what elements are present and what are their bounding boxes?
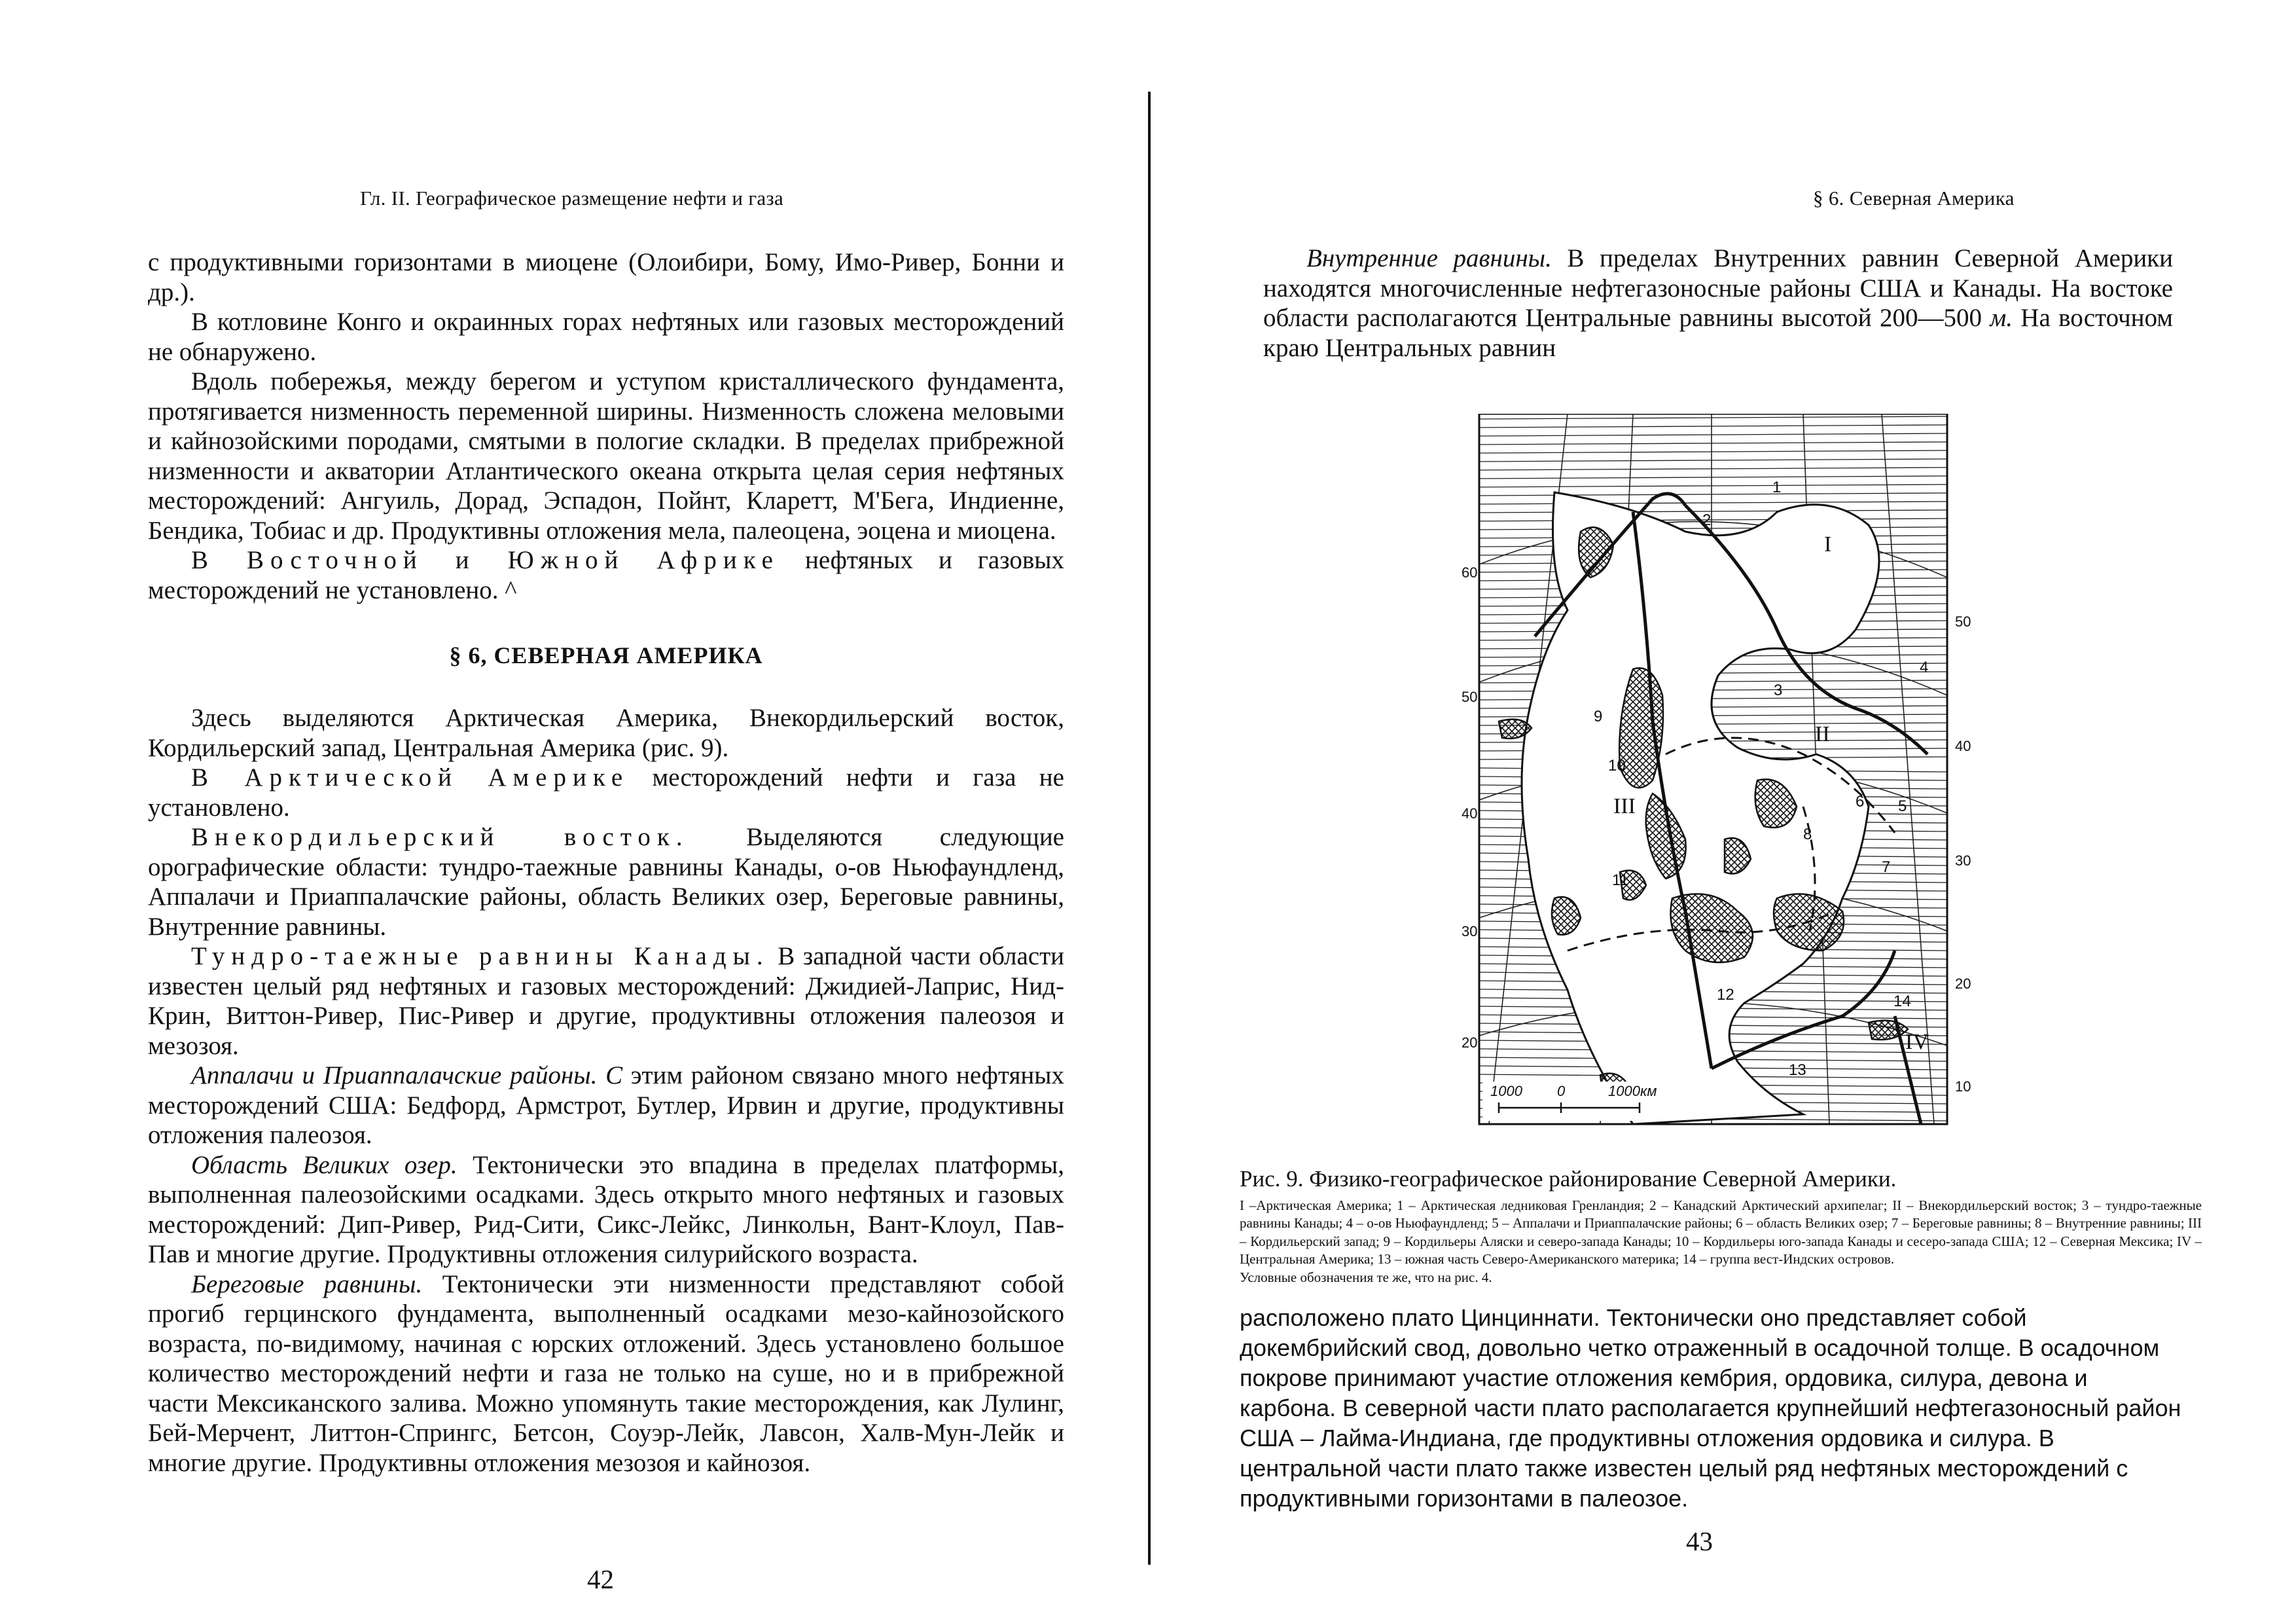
right-page — [1151, 0, 2296, 1623]
lat-label-right-50: 50 — [1955, 613, 1971, 630]
region-roman-III: III — [1613, 794, 1636, 818]
north-america-map-illustration — [1437, 414, 2013, 1127]
spaced-heading-tundra: Тундро-таежные равнины Канады. — [191, 942, 770, 970]
figure-map — [1437, 414, 2013, 1127]
page-number-left: 42 — [587, 1564, 614, 1594]
caption-legend: I –Арктическая Америка; 1 – Арктическая ледниковая Гренландия; 2 – Канадский Арктический архипелаг; II – Внекордильерский восток; 3 – тундро-таежные равнины Канады; 4 – о-ов Ньюфаундленд; 5 – Аппалачи и Приаппалачские районы; 6 – область Великих озер; 7 – Береговые равнины; 8 – Внутренние равнины; III – Кордильерский запад; 9 – Кордильеры Аляски и северо-запада Канады; 10 – Кордильеры юго-запада Канады и сесеро-запада США; 12 – Северная Мексика; IV – Центральная Америка; 13 – южная часть Северо-Американского материка; 14 – группа вест-Индских островов. — [1240, 1197, 2202, 1267]
region-number-6: 6 — [1856, 793, 1865, 811]
paragraph-east-africa — [148, 545, 1064, 605]
region-number-7: 7 — [1882, 858, 1891, 876]
italic-heading-coastal-plains: Береговые равнины. — [191, 1269, 423, 1298]
paragraph-coastal-plains — [148, 1269, 1064, 1478]
paragraph-extra-cordillera-text: Выделяются следующие орографические области: тундро-таежные равнины Канады, о-ов Ньюфаундленд, Аппалачи и Приаппалачские районы, область Великих озер, Береговые равнины, Внутренние равнины. — [148, 823, 1064, 941]
scale-label-left: 1000 — [1490, 1083, 1522, 1099]
right-text-bottom — [1240, 1303, 2182, 1514]
spaced-heading-extra-cordillera: Внекордильерский восток. — [191, 823, 689, 851]
region-roman-II: II — [1815, 722, 1830, 746]
region-number-2: 2 — [1702, 511, 1712, 529]
lat-label-left-30: 30 — [1462, 923, 1478, 939]
lat-label-left-60: 60 — [1462, 564, 1478, 581]
paragraph-east-africa-text: нефтяных и газовых месторождений не установлено. ^ — [148, 546, 1064, 604]
italic-heading-appalachia: Аппалачи и Приаппалачские районы. С — [191, 1061, 623, 1089]
region-number-12: 12 — [1717, 986, 1734, 1004]
paragraph-miocene: с продуктивными горизонтами в миоцене (Олоибири, Бому, Имо-Ривер, Бонни и др.). — [148, 248, 1064, 306]
italic-heading-great-lakes: Область Великих озер. — [191, 1150, 457, 1179]
scale-label-right: 1000км — [1608, 1083, 1657, 1099]
paragraph-intro: Здесь выделяются Арктическая Америка, Внекордильерский восток, Кордильерский запад, Центральная Америка (рис. 9). — [148, 704, 1064, 762]
page-number-right: 43 — [1686, 1526, 1713, 1556]
unit-meters: м. — [1990, 304, 2013, 332]
caption-note: Условные обозначения те же, что на рис. 4. — [1240, 1269, 1492, 1285]
region-number-10: 10 — [1608, 757, 1626, 775]
paragraph-tundra — [148, 941, 1064, 1061]
lat-label-right-10: 10 — [1955, 1078, 1971, 1095]
region-number-8: 8 — [1803, 826, 1812, 843]
paragraph-interior-plains-text-b: На восточном краю Центральных равнин — [1263, 304, 2173, 362]
region-number-1: 1 — [1772, 479, 1782, 496]
region-number-4: 4 — [1920, 659, 1929, 676]
paragraph-coastal-plains-text: Тектонически эти низменности представляют собой прогиб герцинского фундамента, выполненный осадками мезо-кайнозойского возраста, по-видимому, начиная с юрских отложений. Здесь установлено большое количество месторождений нефти и газа не только на суше, но и в прибрежной части Мексиканского залива. Можно упомянуть такие месторождения, как Лулинг, Бей-Мерчент, Литтон-Спрингс, Бетсон, Соуэр-Лейк, Лавсон, Халв-Мун-Лейк и многие другие. Продуктивны отложения мезозоя и кайнозоя. — [148, 1269, 1064, 1477]
section-title: § 6, СЕВЕРНАЯ АМЕРИКА — [449, 642, 763, 668]
paragraph-great-lakes — [148, 1150, 1064, 1269]
paragraph-appalachia — [148, 1061, 1064, 1150]
right-text-top — [1263, 244, 2173, 363]
spaced-heading-east-africa: В Восточной и Южной Африке — [191, 546, 780, 574]
lat-label-right-40: 40 — [1955, 738, 1971, 754]
running-head-right: § 6. Северная Америка — [1813, 187, 2015, 210]
region-number-9: 9 — [1594, 708, 1603, 725]
region-number-14: 14 — [1893, 993, 1911, 1010]
paragraph-tundra-text: В западной части области известен целый ряд нефтяных и газовых месторождений: Джидией-Лаприс, Нид-Крин, Виттон-Ривер, Пис-Ривер и другие, продуктивны отложения палеозоя и мезозоя. — [148, 942, 1064, 1060]
region-roman-I: I — [1824, 532, 1832, 556]
paragraph-extra-cordillera — [148, 822, 1064, 941]
spaced-heading-arctic: В Арктической Америке — [191, 763, 630, 792]
lat-label-left-20: 20 — [1462, 1034, 1478, 1051]
paragraph-cincinnati: расположено плато Цинциннати. Тектонически оно представляет собой докембрийский свод, довольно четко отраженный в осадочной толще. В осадочном покрове принимают участие отложения кембрия, ордовика, силура, девона и карбона. В северной части плато располагается крупнейший нефтегазоносный район США – Лайма-Индиана, где продуктивны отложения ордовика и силура. В центральной части плато также известен целый ряд нефтяных месторождений с продуктивными горизонтами в палеозое. — [1240, 1304, 2181, 1512]
paragraph-interior-plains — [1263, 244, 2173, 363]
paragraph-coast: Вдоль побережья, между берегом и уступом кристаллического фундамента, протягивается низменность переменной ширины. Низменность сложена меловыми и кайнозойскими породами, смятыми в пологие складки. В пределах прибрежной низменности и акватории Атлантического океана открыта целая серия нефтяных месторождений: Ангуиль, Дорад, Эспадон, Пойнт, Кларетт, М'Бега, Индиенне, Бендика, Тобиас и др. Продуктивны отложения мела, палеоцена, эоцена и миоцена. — [148, 367, 1064, 545]
lat-label-left-40: 40 — [1462, 805, 1478, 822]
paragraph-appalachia-text: этим районом связано много нефтяных месторождений США: Бедфорд, Армстрот, Бутлер, Ирвин и другие, продуктивны отложения палеозоя. — [148, 1061, 1064, 1149]
lat-label-right-20: 20 — [1955, 976, 1971, 992]
paragraph-arctic-text: месторождений нефти и газа не установлено. — [148, 763, 1064, 822]
running-head-left: Гл. II. Географическое размещение нефти и газа — [360, 187, 784, 210]
region-number-13: 13 — [1789, 1061, 1806, 1079]
italic-heading-interior-plains: Внутренние равнины. — [1306, 244, 1552, 272]
region-roman-IV: IV — [1905, 1030, 1929, 1054]
lat-label-left-50: 50 — [1462, 689, 1478, 705]
caption-title: Рис. 9. Физико-географическое районирование Северной Америки. — [1240, 1166, 1897, 1192]
paragraph-great-lakes-text: Тектонически это впадина в пределах платформы, выполненная палеозойскими осадками. Здесь открыто много нефтяных и газовых месторождений: Дип-Ривер, Рид-Сити, Сикс-Лейкс, Линкольн, Вант-Клоул, Пав-Пав и многие другие. Продуктивны отложения силурийского возраста. — [148, 1150, 1064, 1268]
region-number-11: 11 — [1612, 871, 1628, 889]
paragraph-arctic — [148, 763, 1064, 822]
scale-label-zero: 0 — [1557, 1083, 1566, 1099]
scale-bar — [1482, 1082, 1657, 1121]
lat-label-right-30: 30 — [1955, 852, 1971, 869]
region-number-3: 3 — [1774, 682, 1783, 699]
region-number-5: 5 — [1898, 797, 1907, 815]
paragraph-interior-plains-text-a: В пределах Внутренних равнин Северной Америки находятся многочисленные нефтегазоносные районы США и Канады. На востоке области располагаются Центральные равнины высотой 200—500 — [1263, 244, 2174, 332]
paragraph-congo: В котловине Конго и окраинных горах нефтяных или газовых месторождений не обнаружено. — [148, 308, 1064, 366]
figure-caption — [1240, 1165, 2202, 1286]
left-text-column — [148, 247, 1064, 1478]
